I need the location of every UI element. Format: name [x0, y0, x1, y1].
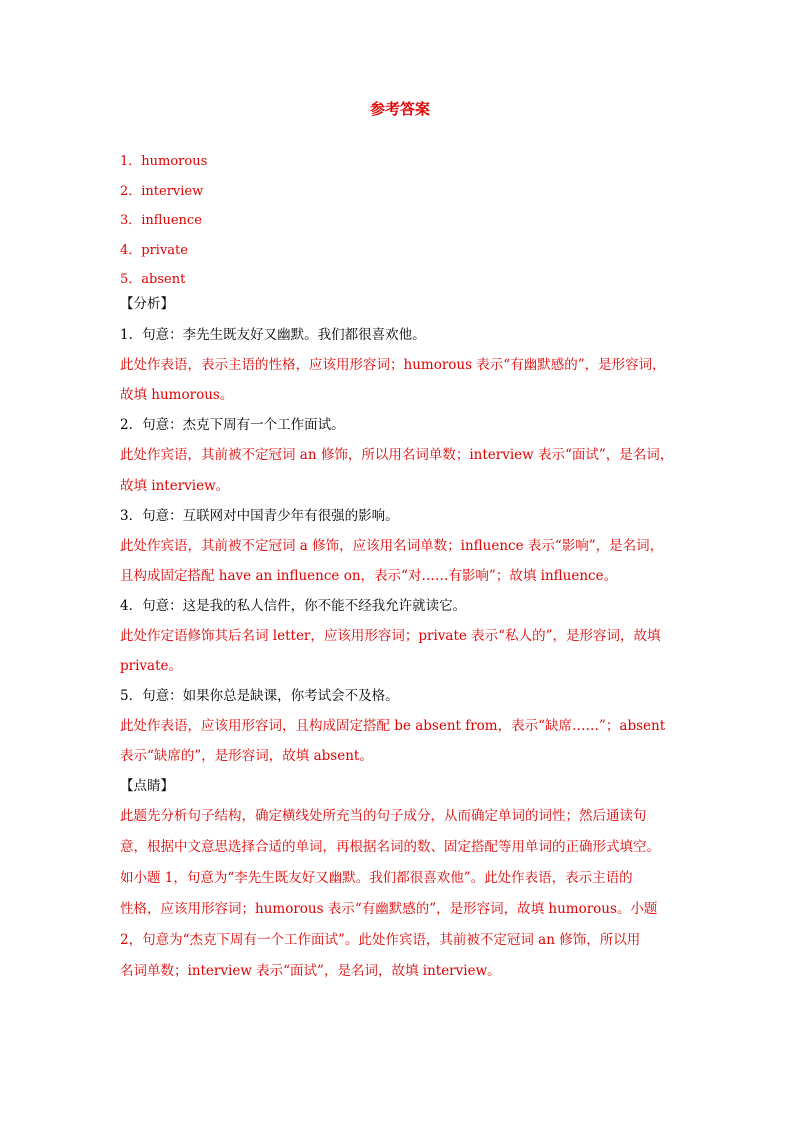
hint-paragraph-line: 2，句意为“杰克下周有一个工作面试”。此处作宾语，其前被不定冠词 an 修饰，所以用 [120, 932, 641, 948]
hint-paragraph-line: 名词单数；interview 表示“面试”，是名词，故填 interview。 [120, 963, 501, 979]
analysis-sentence-meaning: 1．句意：李先生既友好又幽默。我们都很喜欢他。 [120, 327, 426, 343]
analysis-sentence-meaning: 5．句意：如果你总是缺课，你考试会不及格。 [120, 688, 399, 704]
analysis-heading: 【分析】 [120, 296, 174, 312]
page-title: 参考答案 [369, 100, 430, 118]
analysis-sentence-meaning: 2．句意：杰克下周有一个工作面试。 [120, 417, 345, 433]
analysis-explanation: 此处作定语修饰其后名词 letter，应该用形容词；private 表示“私人的”，是形容词，故填 [120, 628, 661, 644]
analysis-explanation: 此处作宾语，其前被不定冠词 a 修饰，应该用名词单数；influence 表示“影响”，是名词， [120, 538, 664, 554]
analysis-sentence-meaning: 3．句意：互联网对中国青少年有很强的影响。 [120, 508, 399, 524]
hint-paragraph-line: 如小题 1，句意为“李先生既友好又幽默。我们都很喜欢他”。此处作表语，表示主语的 [120, 870, 633, 886]
answer-item: 2．interview [120, 184, 204, 199]
answer-item: 4．private [120, 243, 188, 258]
hint-paragraph-line: 性格，应该用形容词；humorous 表示“有幽默感的”，是形容词，故填 humorous。小题 [120, 901, 658, 917]
analysis-sentence-meaning: 4．句意：这是我的私人信件，你不能不经我允许就读它。 [120, 598, 467, 614]
analysis-explanation: 此处作表语，表示主语的性格，应该用形容词；humorous 表示“有幽默感的”，是形容词， [120, 357, 666, 373]
answer-item: 3．influence [120, 213, 202, 228]
analysis-explanation: private。 [120, 658, 183, 674]
analysis-explanation: 此处作表语，应该用形容词，且构成固定搭配 be absent from，表示“缺席……”；absent [120, 718, 666, 734]
hint-paragraph-line: 意，根据中文意思选择合适的单词，再根据名词的数、固定搭配等用单词的正确形式填空。 [120, 839, 660, 855]
hint-paragraph-line: 此题先分析句子结构，确定横线处所充当的句子成分，从而确定单词的词性；然后通读句 [120, 808, 647, 824]
answer-item: 5．absent [120, 272, 186, 287]
analysis-explanation: 故填 humorous。 [120, 387, 234, 403]
hint-heading: 【点睛】 [120, 778, 174, 794]
answer-item: 1．humorous [120, 154, 208, 169]
analysis-explanation: 表示“缺席的”，是形容词，故填 absent。 [120, 748, 373, 764]
analysis-explanation: 故填 interview。 [120, 478, 230, 494]
analysis-explanation: 且构成固定搭配 have an influence on，表示“对……有影响”；故填 influence。 [120, 568, 618, 584]
analysis-explanation: 此处作宾语，其前被不定冠词 an 修饰，所以用名词单数；interview 表示“面试”，是名词， [120, 447, 674, 463]
